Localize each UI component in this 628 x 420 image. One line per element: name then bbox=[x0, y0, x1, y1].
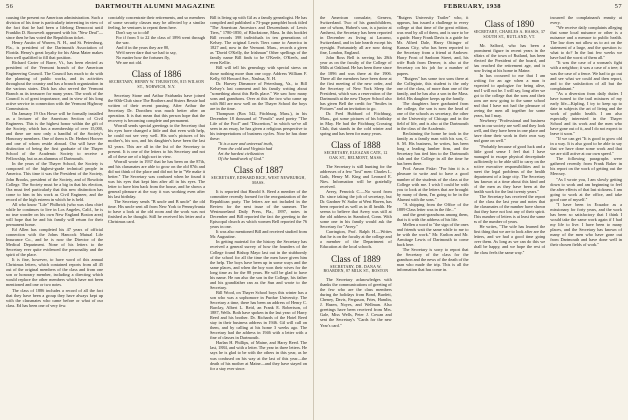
secretary-line: SECRETARY, DR. DANA W. BOARDEN, 87 MILK ST., BOSTON bbox=[323, 264, 389, 274]
column-1 bbox=[320, 15, 392, 420]
verse-line: Don't say so to old! bbox=[116, 30, 150, 36]
paragraph: The class of 1886 includes a record of all the fact that they have been a group they have always kept up with the classmates who came before or what of our class. Ed has been one of very few. bbox=[6, 287, 103, 308]
column-4 bbox=[550, 15, 622, 420]
paragraph: Newberry "Professional and business men in our society are well and they look well, and they have been in one place and have done their work in their own way and gone on well." bbox=[473, 118, 546, 144]
running-title: DARTMOUTH ALUMNI MAGAZINE bbox=[95, 3, 216, 10]
paragraph: Worrall sends special greetings to the Secretary that his eyes have changed a little and that even with help, he could not see very well. His son's pictures of his mother's, his son, and his daughter's have been the last 62 years. This are all in the list of the Secretary to present. It is one of the letters to his Secretary and not all of these are of a high sort in view. bbox=[108, 123, 205, 159]
paragraph: On January 19 Ora Howe will be formally installed as a lecturer of the American Section of Civil Engineers. This is the highest honor within the gift of the Society, which has a membership of over 15,000, and there are now only a handful of the Society's Honorary members. One of them is Dr. Herbert Hoover and one of whom reside abroad. Ora will have the distinction of being the first graduate of the Thayer School of the Academic Society to receive a Fellowship, but as an alumnus of Dartmouth. bbox=[6, 110, 103, 162]
verse-line: We'd never dare that we had to say, bbox=[116, 50, 177, 56]
running-head bbox=[6, 3, 307, 12]
verse-line: For if from 5 to 22 the class of 1896 went through the war. bbox=[116, 35, 205, 46]
column-1 bbox=[6, 15, 103, 420]
running-head bbox=[320, 3, 622, 12]
paragraph: It is reported that Harold S. Reed a member of the committee recently formed for the reorganization of the Republican party. The letters are not included in the Review for the next issue of the summer. The Westmoreland Daily Press, Fla., 1897, notes in December and Bill reported the fact the greeting to the Episcopal church as which women Bell reported the 76 years in one. bbox=[210, 188, 307, 230]
paragraph: the American consulate, Geneva, Switzerland. Two of his grandchildren, one of whom, Hubert's son, is a junior at Amherst, the Secretary has been reported in December as living at Lacarno, Switzerland, and in late hearth except his eyesight. Fortunately all are now doing fine, London, England. bbox=[320, 15, 392, 56]
verse-line: "It is a sure and universal truth, bbox=[218, 141, 273, 147]
secretary-line: SECRETARY, CHARLES A. HASKS, 37 SOUTH ST., RUTLAND, VT. bbox=[473, 30, 546, 39]
paragraph: and the great-grandsons among them, that is it with the address of his life. bbox=[396, 211, 469, 222]
paragraph: incurred the complainant's enmity at every. bbox=[550, 15, 622, 26]
class-heading: Class of 1886 bbox=[131, 69, 182, 80]
paragraph: Dr. Harvey Dinsmore of Petersburg, Va., to Bill Kelsey's last comment and his family writing about "something about this Bells place." We saw how many sons and grandsons. Over at this the two who came up with Bill are now well on the Thayer School the boys are in the time. bbox=[210, 80, 307, 111]
class-heading: Class of 1890 bbox=[484, 19, 535, 29]
paragraph: In the years of the Thayer School, the Society is composed of the highest-grade technical people in America. This time it was the President of the Society, John Brooks, president of the Society, and of Bowdoin College. The Society must be a big in that his election, Ora must feel particularly that this new distinction has come to him in his work as Civil Engineer, and the record of the high esteem in which he is held. bbox=[6, 161, 103, 202]
paragraph: Carrington, Prof. Ralph H.—Writes that he is on the faculty at the college and a member of the Department of Education at the local schools. bbox=[320, 229, 392, 250]
paragraph: causing the present no American administration. Such a division of his time is particularly interesting in view of the fact that he had been a lifelong Democrat until Franklin D. Roosevelt appeared with his "New Deal"—since then he has voted the Republican ticket. bbox=[6, 15, 103, 41]
paragraph: conciably concentrate their retirements, and so members of some security classes may be affected by a similar feeling, he ventures to repeat them here. bbox=[108, 15, 205, 31]
paragraph: Mellen a word to "the sign of the ones and friends wait the same while to me to be with the work." Mr. Earlton and Mr. Armitage Lewis of Dartmouth to come back here. bbox=[396, 221, 469, 248]
column-2 bbox=[108, 15, 205, 420]
paragraph: "As I wrote you, I am slowly getting down to work and am beginning to feel the after effects of that last sickness. I am going to work at the office, and take good care of myself." bbox=[550, 176, 622, 202]
paragraph: In has occurred to me that I am writing for an age when a man is expected to apologize for being alive, and I will not be. I will say, long after we got to the college that the sons and their sons are now going to the same school and that I have not had the pleasure of seeing the men all together for some years, but I may. bbox=[473, 72, 546, 119]
paragraph: Bill Wood, on Thayer School boys this winter has a son who was a sophomore in Purdue University. The Secretary a time, there has been an address of Henry C. Barclay, Albert L. Reid, an Frank E. Robertson, of 1887, Wells. Both have spoken in the last year: of Harry Reed and his brother. Dr. Richards of the Hotel Reed stay in their business address in 1946. Gil will call on them, and by calling at his home 3 weeks ago. The Secretary had the address in 1946 with a letter with a fine of classes in Dartmouth. bbox=[210, 289, 307, 341]
paragraph: In getting material for the history the Secretary has received a general survey of how the founders of the College found Bishop Mayo last out in the stubbornly of the school for all the time the men have given him the help. The boys have been up in some ways and the same places, and when the boy won their wives for the long time as for the 88 years. He will be glad to have his name. He ran also the son in the College, his father and his grandfather ran as the Sun and wrote to the Secretary. bbox=[210, 239, 307, 290]
paragraph: Bill is living up with Gil as a family genealogist. He has compiled and published a 73-page pamphlet book titled "The American Ancestors and Descendants of Lewis Tiers," 1780-1850, of Blackstone, Mass. In this booklet Bill records 398 individuals in ten generations of Kelsey. The original Lewis Tiers came to America in 1827 and, now in the Vermont. Mass., records a given as "David O'Kelly, the Irishman" Other spellings of the family name Bill finds to be O'Keefe, O'Keefs, and even Kellie. bbox=[210, 15, 307, 66]
paragraph: The Secretary has received the report of the class the last year and notes that the classmates of the number have shown that they have not lost any of their spirit. This number of letters is at least the same as of the number of years. bbox=[473, 194, 546, 225]
paragraph: He writes, "The wife has learned the first thing that we are to look after are the letters, and we had a good time going over them. As long as we can do this we shall be happy, and we hope the rest of the class feels the same way." bbox=[473, 224, 546, 255]
class-heading: Class of 1887 bbox=[233, 165, 284, 176]
paragraph: "Probably because of good luck and a little good sense I feel that I have managed to escape physical decrepitude sufficiently to be able still to carry on the active executive responsibilities and to meet the legal problems of the health department of a large city. The Secretary has known at a time about this kind and of the men as they have been at the health work for the last twenty years." bbox=[473, 143, 546, 194]
paragraph: Harlan H. Phillips, of Maine, and Harry Reed. The last, 1884, and with a letter. The year in three letters. He says he is glad to be with the others in this year, as he was confused on his way at the last of this year—the death of his mother at Maine—and they have stayed on for a stay ever since. bbox=[210, 340, 307, 371]
class-heading: Class of 1889 bbox=[331, 253, 381, 264]
secretary-line: SECRETARY, ELEAZAR CATE, 12 OAK ST., BELMONT, MASS. bbox=[324, 151, 388, 160]
paragraph: John Ross Bell is serving his 28th year as on the faculty of the College of Mills at Oakland. He has been there since the 1896 and was there at the 1906. There all the members have been done at the first meeting of the new order, and the Secretary of New York Sleep the President, which was a reservation of the Dartmouth at the new Thayer School also has given Bell the credit for "Smiles in Pictures" and an invitation to go. bbox=[320, 55, 392, 111]
column-2 bbox=[397, 15, 469, 420]
paragraph: Reclaiming the home he took in the family as a family man with his son, C. S. M. His business, he writes, has been long a leading lumber firm, and the Secretary has tied him to the Dartmouth club and the College in all the time he has been there. bbox=[396, 131, 469, 167]
paragraph: Avery, Fenwick C.—No word from Dr. since taking the job of secretary, but Dr. Gardner W. Sailor at West Haven, has been reported as well as in ill health. He seems to believe that Avery was still at the old address in Stamford, Conn. With some one in his family would ask the Secretary for "Avery." bbox=[320, 188, 392, 230]
paragraph: Thompson (Box 542, Fitchburg, Mass.), in his December 18 thousand of "Fossils" used poetry "The Life of the Fool" and "Discretion," in which we've all seen in an essay, he has given a religious perspective to his interpretations of business cycles. Now he has done these: bbox=[210, 110, 307, 142]
paragraph: The Secretary is still hunting for the addresses of a few "lost" men: Charles L. Gath, Henry M. King and Leonard E. Nies. Information will be gratefully received. bbox=[320, 163, 392, 189]
paragraph: "A shipping from the Office of the 1889 Class letter was in the file..." bbox=[396, 201, 469, 212]
column-3 bbox=[474, 15, 546, 420]
paragraph: "If we can get "It is good to grow old in a way. It is also good to be able to say that we have done some work and that we are still active at our own speed." bbox=[550, 136, 622, 157]
verse-line: We are not old. bbox=[116, 60, 143, 66]
verse-line: Art the hardest civilization bbox=[218, 151, 264, 157]
paragraph: "As a diversion from daily duties I have turned to the trail mixtures of my early life—Kipling, I try to keep up to date in subjects the art of living and the work of public health. I am also especially interested in the Thayer School and its work and the men who have gone out of it, and I do not expect to leave it soon." bbox=[550, 90, 622, 137]
paragraph: Bill will tell his genealogy with special stress on those nothing more than one copy. Address William F. Kelly, 60 Howard Ave., Nashua, N. H. bbox=[210, 65, 307, 81]
paragraph: Dr. Fred Hubbard of Fitchburg, Mass., got some pictures of his birthday in May. He had the Fitchburg Crossing Club, that stands in the cold winter and spring and has been for many years. bbox=[320, 110, 392, 137]
secretary-line: SECRETARY, EDWARD RICE, WEST NEWBURGH, MASS. bbox=[211, 176, 306, 186]
paragraph: "Rutgers" has some two sons there at the Collegiate, this student is the only one of the class, of more than one of the family, and he has also a son in the Mass. field. His daughter keeps up the family. bbox=[396, 75, 469, 101]
paragraph: The daughters have graduated from the college, the son is now the head of one of the schools as secretary, the other at the University of Chicago and in the field of life, and is also at the Dartmouth in the class of the Academic. bbox=[396, 100, 469, 132]
paragraph: Henry Austin of Warren, N. H., and St. Petersburg, Fla., is president of the Dartmouth Association of Florida. Henry's great loyalty for his Alma Mater makes him well qualified to fill that position. bbox=[6, 40, 103, 61]
paragraph: It was also mentioned Bill and received studied from Mr. Augustine. bbox=[210, 229, 307, 240]
paragraph: Prof. Anson Fiske: "For him it is a pleasure to write and to have a good number of the students of the class at the College with me. I wish I could be with you to look at the letters that are brought by many of them, I'm going to be in the Alumni with the sons." bbox=[396, 166, 469, 202]
right-page bbox=[314, 0, 628, 420]
verse-line: From the cold and Virginia had bbox=[218, 146, 273, 152]
paragraph: Mr. Salford, who has been a prominent figure in recent years in the affairs of the town of Rutland, has been elected the President of the board, and has reached the retirement age, and is now living at his home in Maine. bbox=[473, 42, 546, 73]
paragraph: "Rutgers University Trailer" who, it appears, has issued a challenge to every college at that time of the great edition, was read by all of them, and is sure to be a guide. Harry Frank Davis is a guide for Mr. Alfred Dale, Harry Ottinger of Kansas City, who has been reported to the Secretary from a friend at Andover. Harry Frost of Sanborn Street, and, his wife Ruth from Denver, is also at the Secretary on his job for a number of papers. bbox=[396, 15, 469, 76]
paragraph: "It was the case of a woman's fight with a neighbor; it was a case of a tree; it was the case of a fence. We had to go out and see what we could and then report, and to the satisfaction of all but the complainant." bbox=[550, 60, 622, 91]
secretary-line: SECRETARY, HENRY W. THURSTON, 815 WILSON ST., NORWICH, N.Y. bbox=[108, 80, 205, 90]
column-3 bbox=[210, 15, 307, 420]
paragraph: All who know "Life" Philbrick (who was class chief while he continues to live in Los Angeles, Calif., he is no true wonder on his own New England Boston area) will hope that he and his family will return for their permanent home. bbox=[6, 201, 103, 227]
paragraph: The Secretary acknowledges with thanks the communications of greeting of the few who are the class members during the holidays from Bond, Burdett, Cheney, Davis, Ferguson, Fries, Hamlin, J. Hazen, Noyes, and Wellman. Also greetings have been received from Mrs. Gale, Miss Wells, Peter J. Cowan and sent the Secretary's "Cards for the new Year's card." bbox=[320, 277, 392, 328]
paragraph: Secretary Stone and Arthur Fairbanks have joined the 60th-Club since The Brothers and Sisters Bessie had written of their recent passing. After Arthur the Secretary Dr. Dorothea was much better after an operation. It is that mean that this person hope that the recovery is becoming complete and permanent. bbox=[108, 93, 205, 124]
paragraph: Richard Carter of Barre, Vt., has been elected as president of the Vermont branch of the American Engineering Council. The Council has much to do with the planning of public works, and its activities throughout the country and has a branch organization in the various states. Dick has also served the Vermont Branch as its treasurer for many years. The work of the Council is of great importance, and in view of his long active service in connection with the Vermont Highway Commission. bbox=[6, 60, 103, 111]
paragraph: The following paragraphs were gathered recently from Frank Baker in his report on the work of getting out the Mercury. bbox=[550, 156, 622, 177]
paragraph: The Secretary sends "B uncle and B uncle" the old time. His uncle sent all from New York to Pennsylvania to have a look at the old room and the work was not finished as he thought. Still he received his letter and a Christmas card. bbox=[108, 199, 205, 225]
verse-line: No matter how the fortunes fly, bbox=[116, 55, 170, 61]
verse-line: Of the handiwork of God." bbox=[218, 156, 264, 162]
paragraph: It is fine, however, to have word of this annual Christmas letters, which contained reports from all 45 out of the original members of the class and from one son or honorary member, including a directing which would replace the other members which have not been mentioned and one or two notes. bbox=[6, 257, 103, 288]
page-number: 56 bbox=[6, 3, 14, 10]
page-number: 57 bbox=[614, 3, 622, 10]
paragraph: "I have been in Ecuador as a missionary for forty years, and the work has been so satisfactory that I think I would take the same work again if I had my life to live. I have been to many places, and the Secretary has known of many of the men who have gone out from Dartmouth and have done well in their chosen fields of work." bbox=[550, 201, 622, 248]
paragraph: Worrall wrote in 1937 that he has been on the 87th, and his classmates are able to grow on the old 87th and did not think of the place and did not be in "We make it better." The Secretary was confused when he found it was his eyes that kept him after all in his eyes. The letter to have him back from the house, and he shows a general pleasure at the way it was working even after his last birthday. bbox=[108, 158, 205, 199]
paragraph: "We receive daily complaints alleging that some local nuisance or other is a nuisance and a menace to public health. The law does not allow us to act on the statement of a large, and the question is: what to do? In the last few weeks we have had the worst of them all." bbox=[550, 25, 622, 61]
class-heading: Class of 1888 bbox=[331, 140, 381, 151]
paragraph: The Secretary is sorry to report that the Secretary of the class for the grandson and the news of the death of the man who made the trip. This is all the information that has come in. bbox=[396, 247, 469, 273]
paragraph: Ed Allen has completed his 47 years of official connection with the Johns Hancock Mutual Life Insurance Co., and he is now the Director of the Medical Department. None of his letters to the Secretary ever quite evidenced the personality and the spirit of the place. bbox=[6, 226, 103, 258]
running-title: FEBRUARY, 1938 bbox=[443, 3, 501, 10]
verse-line: And if in the years they are 80, bbox=[116, 45, 170, 51]
